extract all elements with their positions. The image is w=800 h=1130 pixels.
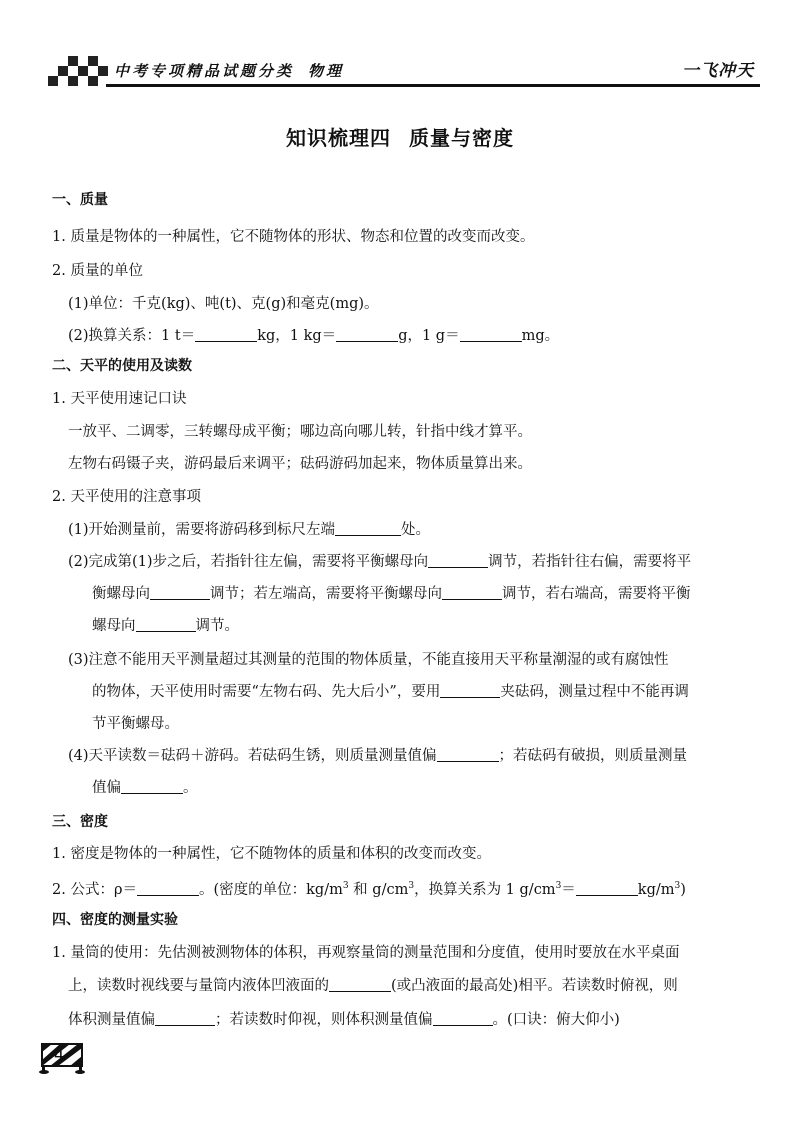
text: 调节，若指针往右偏，需要将平 (488, 554, 692, 570)
page-title-part1: 知识梳理四 (286, 126, 391, 150)
text: ；若读数时仰视，则体积测量值偏 (215, 1012, 433, 1028)
text: g，1 g＝ (398, 328, 460, 344)
superscript: 3 (555, 881, 562, 891)
text: 调节。 (195, 618, 239, 634)
text: kg/m (637, 882, 675, 898)
paragraph (92, 682, 689, 702)
text: 螺母向 (92, 618, 136, 634)
page-header (48, 50, 760, 90)
paragraph (68, 552, 691, 572)
text: (2)完成第(1)步之后，若指针往左偏，需要将平衡螺母向 (68, 554, 429, 570)
section-heading-mass: 一、质量 (52, 192, 108, 208)
fill-blank (433, 1010, 493, 1026)
fill-blank (150, 584, 210, 600)
text: (4)天平读数＝砝码＋游码。若砝码生锈，则质量测量值偏 (68, 748, 437, 764)
series-title: 中考专项精品试题分类 (114, 62, 295, 80)
superscript: 3 (342, 881, 349, 891)
text: 上，读数时视线要与量筒内液体凹液面的 (68, 978, 329, 994)
paragraph: 一放平、二调零，三转螺母成平衡；哪边高向哪儿转，针指中线才算平。 (68, 424, 532, 440)
text: ＝ (561, 882, 576, 898)
paragraph: 2. 天平使用的注意事项 (52, 489, 201, 505)
superscript: 3 (674, 881, 681, 891)
text: ，换算关系为 1 g/cm (414, 882, 556, 898)
page-title (0, 122, 800, 151)
text: (2)换算关系：1 t＝ (68, 328, 196, 344)
text: 处。 (401, 522, 431, 538)
text: ) (680, 882, 686, 898)
text: 值偏 (92, 780, 121, 796)
text: 的物体，天平使用时需要“左物右码、先大后小”，要用 (92, 684, 441, 700)
text: 调节，若右端高，需要将平衡 (502, 586, 691, 602)
paragraph (68, 976, 678, 996)
paragraph (92, 778, 198, 798)
paragraph (68, 326, 559, 346)
paragraph (52, 876, 686, 900)
paragraph: 1. 天平使用速记口诀 (52, 391, 187, 407)
fill-blank (440, 682, 500, 698)
paragraph (68, 746, 687, 766)
section-heading-density: 三、密度 (52, 814, 108, 830)
section-heading-density-experiment: 四、密度的测量实验 (52, 912, 178, 928)
paragraph: 节平衡螺母。 (92, 716, 179, 732)
checker-logo-icon (48, 56, 108, 86)
paragraph: (3)注意不能用天平测量超过其测量的范围的物体质量，不能直接用天平称量潮湿的或有腐蚀性 (68, 652, 669, 668)
paragraph: 1. 量筒的使用：先估测被测物体的体积，再观察量筒的测量范围和分度值，使用时要放在水平桌面 (52, 945, 680, 961)
paragraph: 1. 质量是物体的一种属性，它不随物体的形状、物态和位置的改变而改变。 (52, 229, 535, 245)
text: (或凸液面的最高处)相平。若读数时俯视，则 (391, 978, 678, 994)
text: mg。 (521, 328, 560, 344)
fill-blank (329, 976, 391, 992)
header-rule (106, 84, 760, 87)
text: 体积测量值偏 (68, 1012, 155, 1028)
text: 。(密度的单位：kg/m (198, 882, 343, 898)
section-heading-balance: 二、天平的使用及读数 (52, 358, 192, 374)
text: 夹砝码，测量过程中不能再调 (500, 684, 689, 700)
fill-blank (335, 520, 401, 536)
fill-blank (121, 778, 183, 794)
text: kg，1 kg＝ (257, 328, 337, 344)
paragraph: 左物右码镊子夹，游码最后来调平；砝码游码加起来，物体质量算出来。 (68, 456, 532, 472)
paragraph: (1)单位：千克(kg)、吨(t)、克(g)和毫克(mg)。 (68, 296, 379, 312)
text: 。(口诀：俯大仰小) (492, 1012, 620, 1028)
paragraph (92, 616, 239, 636)
text: 。 (183, 780, 198, 796)
text: 和 g/cm (348, 882, 409, 898)
text: 衡螺母向 (92, 586, 150, 602)
paragraph (68, 520, 430, 540)
paragraph: 1. 密度是物体的一种属性，它不随物体的质量和体积的改变而改变。 (52, 846, 491, 862)
fill-blank (442, 584, 502, 600)
fill-blank (336, 326, 398, 342)
paragraph (92, 584, 691, 604)
header-title (114, 60, 344, 81)
page-number: 4 (54, 1045, 65, 1064)
fill-blank (195, 326, 257, 342)
subject-label: 物理 (308, 62, 345, 80)
page-title-part2: 质量与密度 (409, 126, 514, 150)
fill-blank (428, 552, 488, 568)
fill-blank (437, 746, 499, 762)
text: 调节；若左端高，需要将平衡螺母向 (210, 586, 442, 602)
fill-blank (136, 616, 196, 632)
paragraph (68, 1010, 620, 1030)
text: 2. 公式：ρ＝ (52, 882, 137, 898)
fill-blank (137, 880, 199, 896)
text: ；若砝码有破损，则质量测量 (498, 748, 688, 764)
brand-logo: 一飞冲天 (682, 61, 754, 81)
paragraph: 2. 质量的单位 (52, 263, 143, 279)
text: (1)开始测量前，需要将游码移到标尺左端 (68, 522, 336, 538)
fill-blank (155, 1010, 215, 1026)
fill-blank (576, 880, 638, 896)
fill-blank (460, 326, 522, 342)
superscript: 3 (408, 881, 415, 891)
